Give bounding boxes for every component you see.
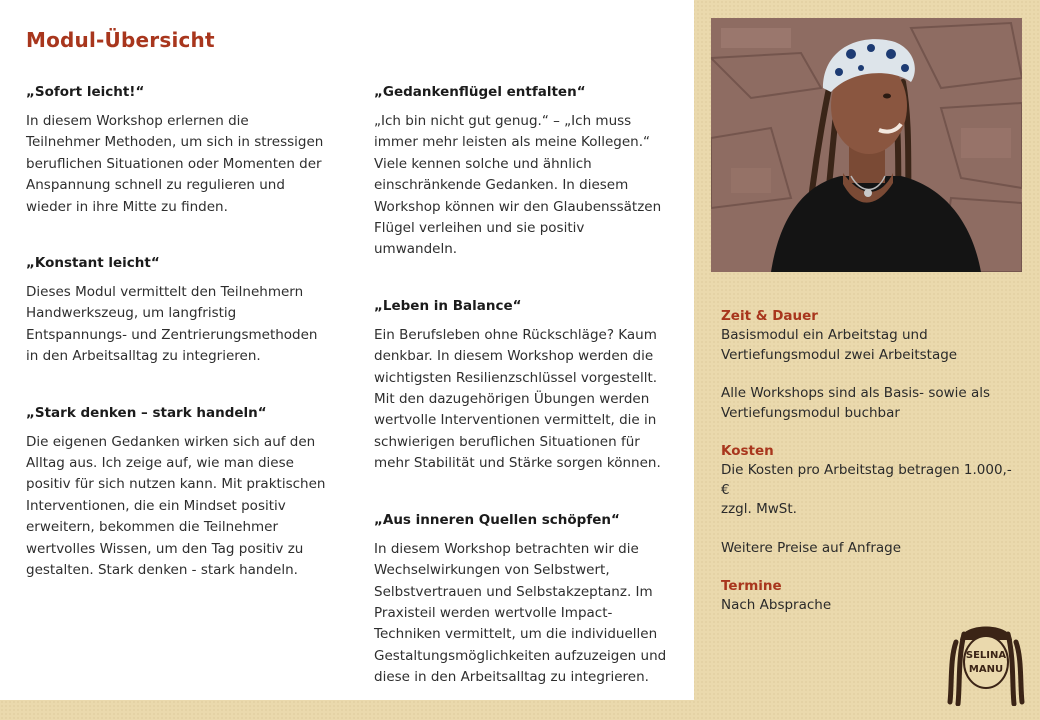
- module-innere-quellen: [374, 510, 669, 689]
- workshops-line: Alle Workshops sind als Basis- sowie als: [721, 385, 991, 402]
- kosten-line: Die Kosten pro Arbeitstag betragen 1.000,- €: [721, 462, 1012, 498]
- module-title: „Stark denken – stark handeln“: [26, 404, 267, 421]
- module-title: „Leben in Balance“: [374, 297, 522, 314]
- module-description: Ein Berufsleben ohne Rückschläge? Kaum denkbar. In diesem Workshop werden die wichtigsten Resilienzschlüssel vorgestellt. Mit den dazugehörigen Übungen werden wertvolle Interventionen vermittelt, die in schwierigen beruflichen Situationen für mehr Stabilität und Stärke sorgen können.: [374, 326, 661, 472]
- module-title: „Sofort leicht!“: [26, 84, 145, 100]
- module-title: „Konstant leicht“: [26, 255, 160, 272]
- module-konstant-leicht: [26, 253, 326, 368]
- portrait-photo: [711, 18, 1022, 272]
- module-leben-in-balance: [374, 296, 669, 475]
- termine-line: Nach Absprache: [721, 597, 832, 614]
- module-description: Dieses Modul vermittelt den Teilnehmern Handwerkszeug, um langfristig Entspannungs- und Zentrierungsmethoden in den Arbeitsalltag zu integrieren.: [26, 284, 318, 365]
- module-description: „Ich bin nicht gut genug.“ – „Ich muss immer mehr leisten als meine Kollegen.“ Viele kennen solche und ähnlich einschränkende Gedanken. In diesem Workshop können wir den Glaubenssätzen Flügel verleihen und sie positiv umwandeln.: [374, 113, 662, 258]
- zeit-line: Vertiefungsmodul zwei Arbeitstage: [721, 346, 958, 363]
- module-description: In diesem Workshop erlernen die Teilnehmer Methoden, um sich in stressigen beruflichen Situationen oder Momenten der Anspannung schnell zu regulieren und wieder in ihre Mitte zu finden.: [26, 113, 324, 215]
- logo-text: SELINA: [965, 650, 1007, 661]
- zeit-line: Basismodul ein Arbeitstag und: [721, 327, 928, 344]
- preise-line: Weitere Preise auf Anfrage: [721, 539, 902, 556]
- kosten-line: zzgl. MwSt.: [721, 501, 797, 518]
- info-sidebar: [721, 307, 1021, 616]
- module-stark-denken: [26, 403, 326, 582]
- termine-heading: Termine: [721, 578, 782, 595]
- left-column: [26, 82, 326, 582]
- logo-text: MANU: [968, 664, 1004, 675]
- kosten-heading: Kosten: [721, 443, 774, 460]
- module-sofort-leicht: [26, 82, 326, 218]
- selina-manu-logo: [946, 614, 1026, 706]
- module-description: In diesem Workshop betrachten wir die Wechselwirkungen von Selbstwert, Selbstvertrauen und Selbstakzeptanz. Im Praxisteil werden wertvolle Impact-Techniken vermittelt, um die individuellen Gestaltungsmöglichkeiten aufzuzeigen und diese in den Arbeitsalltag zu integrieren.: [374, 540, 667, 686]
- page-title: Modul-Übersicht: [26, 28, 215, 52]
- workshops-line: Vertiefungsmodul buchbar: [721, 404, 900, 421]
- zeit-dauer-heading: Zeit & Dauer: [721, 308, 818, 324]
- module-gedankenfluegel: [374, 82, 669, 261]
- right-column: [374, 82, 669, 689]
- module-title: „Aus inneren Quellen schöpfen“: [374, 511, 620, 528]
- module-title: „Gedankenflügel entfalten“: [374, 84, 586, 100]
- module-description: Die eigenen Gedanken wirken sich auf den Alltag aus. Ich zeige auf, wie man diese positiv für sich nutzen kann. Mit praktischen Interventionen, die ein Mindset positiv erweitern, bekommen die Teilnehmer wertvolles Wissen, um den Tag positiv zu gestalten. Stark denken - stark handeln.: [26, 433, 326, 579]
